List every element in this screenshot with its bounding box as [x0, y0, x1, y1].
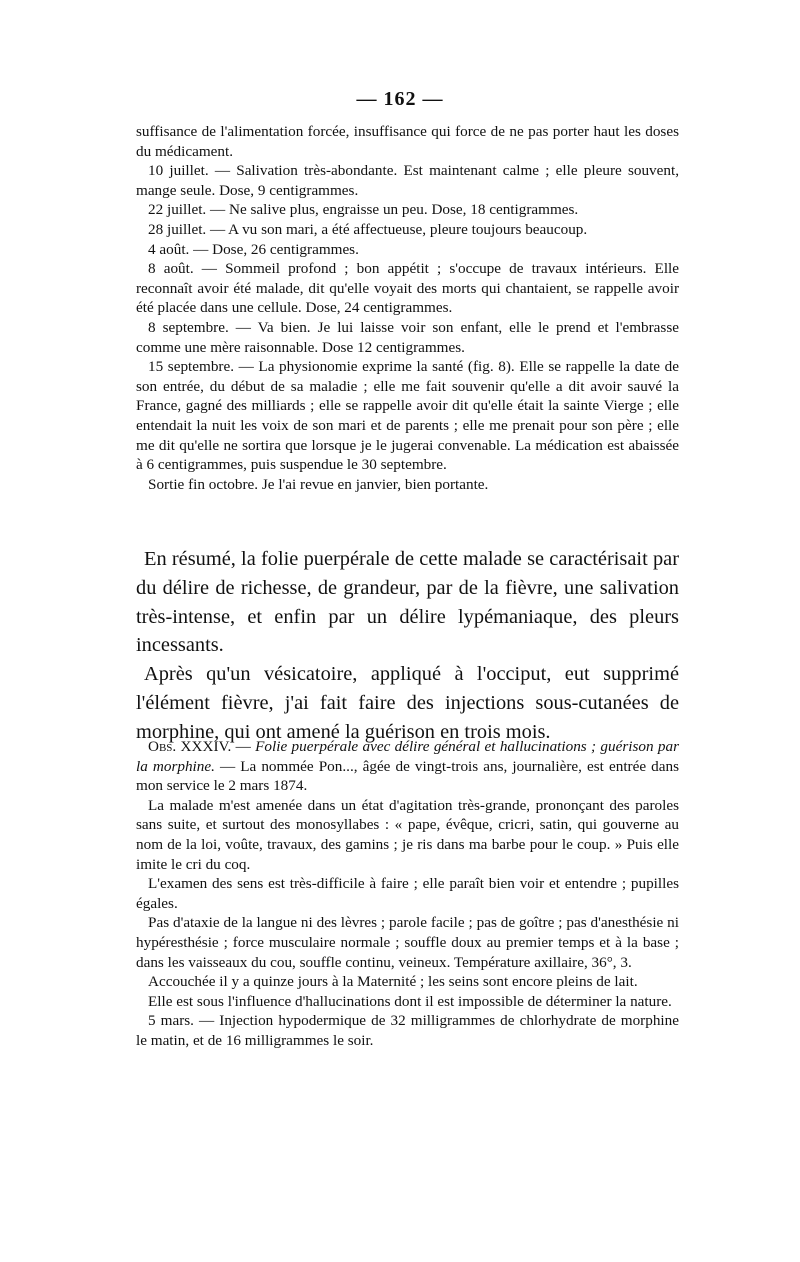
case-notes-continued	[136, 122, 679, 494]
summary-paragraph: En résumé, la folie puerpérale de cette malade se caractérisait par du délire de richesse, de grandeur, par de la fièvre, une salivation très-intense, et enfin par un délire lypémaniaque, des pleurs incessants.	[136, 548, 679, 657]
note-paragraph: Sortie fin octobre. Je l'ai revue en janvier, bien portante.	[148, 475, 489, 493]
observation-section	[136, 737, 679, 1051]
observation-dash: —	[231, 738, 256, 755]
summary-section	[136, 545, 679, 747]
observation-paragraph: Pas d'ataxie de la langue ni des lèvres ; parole facile ; pas de goître ; pas d'anesthésie ni hypéresthésie ; force musculaire normale ; souffle doux au premier temps et à la base ; dans les vaisseaux du cou, souffle continu, veineux. Température axillaire, 36°, 3.	[136, 914, 679, 971]
note-paragraph: 15 septembre. — La physionomie exprime la santé (fig. 8). Elle se rappelle la date de son entrée, du début de sa maladie ; elle me fait souvenir qu'elle a dit avoir sauvé la France, gagné des milliards ; elle se rappelle avoir dit qu'elle était la sainte Vierge ; elle entendait la nuit les voix de son mari et de parents ; elle me prenait pour son père ; elle me dit qu'elle ne sortira que lorsque je le jugerai convenable. La médication est abaissée à 6 centigrammes, puis suspendue le 30 septembre.	[136, 358, 679, 474]
observation-paragraph: Elle est sous l'influence d'hallucinations dont il est impossible de déterminer la nature.	[148, 992, 672, 1010]
note-paragraph: 8 septembre. — Va bien. Je lui laisse voir son enfant, elle le prend et l'embrasse comme une mère raisonnable. Dose 12 centigrammes.	[136, 318, 679, 356]
note-paragraph: suffisance de l'alimentation forcée, insuffisance qui force de ne pas porter haut les doses du médicament.	[136, 123, 679, 160]
note-paragraph: 28 juillet. — A vu son mari, a été affectueuse, pleure toujours beaucoup.	[148, 220, 588, 238]
note-paragraph: 22 juillet. — Ne salive plus, engraisse un peu. Dose, 18 centigrammes.	[148, 201, 579, 219]
page-number: — 162 —	[356, 88, 444, 110]
note-paragraph: 10 juillet. — Salivation très-abondante. Est maintenant calme ; elle pleure souvent, mange seule. Dose, 9 centigrammes.	[136, 162, 679, 199]
observation-heading	[136, 737, 679, 796]
observation-title: Folie puerpérale avec délire général et hallucinations ; guérison par la morphine.	[136, 738, 679, 775]
summary-paragraph: Après qu'un vésicatoire, appliqué à l'occiput, eut supprimé l'élément fièvre, j'ai fait faire des injections sous-cutanées de morphine, qui ont amené la guérison en trois mois.	[136, 663, 679, 743]
note-paragraph: 8 août. — Sommeil profond ; bon appétit ; s'occupe de travaux intérieurs. Elle reconnaît avoir été malade, dit qu'elle voyait des morts qui chantaient, se rappelle avoir été placée dans une cellule. Dose, 24 centigrammes.	[136, 260, 679, 317]
observation-paragraph: 5 mars. — Injection hypodermique de 32 milligrammes de chlorhydrate de morphine le matin, et de 16 milligrammes le soir.	[136, 1012, 679, 1049]
observation-paragraph: L'examen des sens est très-difficile à faire ; elle paraît bien voir et entendre ; pupilles égales.	[136, 875, 679, 912]
observation-label: Obs. XXXIV.	[148, 738, 232, 755]
note-paragraph: 4 août. — Dose, 26 centigrammes.	[148, 240, 359, 258]
observation-paragraph: Accouchée il y a quinze jours à la Maternité ; les seins sont encore pleins de lait.	[148, 973, 638, 991]
observation-intro: — La nommée Pon..., âgée de vingt-trois ans, journalière, est entrée dans mon service le 2 mars 1874.	[136, 757, 679, 795]
observation-paragraph: La malade m'est amenée dans un état d'agitation très-grande, prononçant des paroles sans suite, et surtout des monosyllabes : « pape, évêque, cricri, satin, qui gouverne au nom de la loi, voûte, travaux, des gamins ; je ris dans ma barbe pour le coup. » Puis elle imite le cri du coq.	[136, 796, 679, 873]
